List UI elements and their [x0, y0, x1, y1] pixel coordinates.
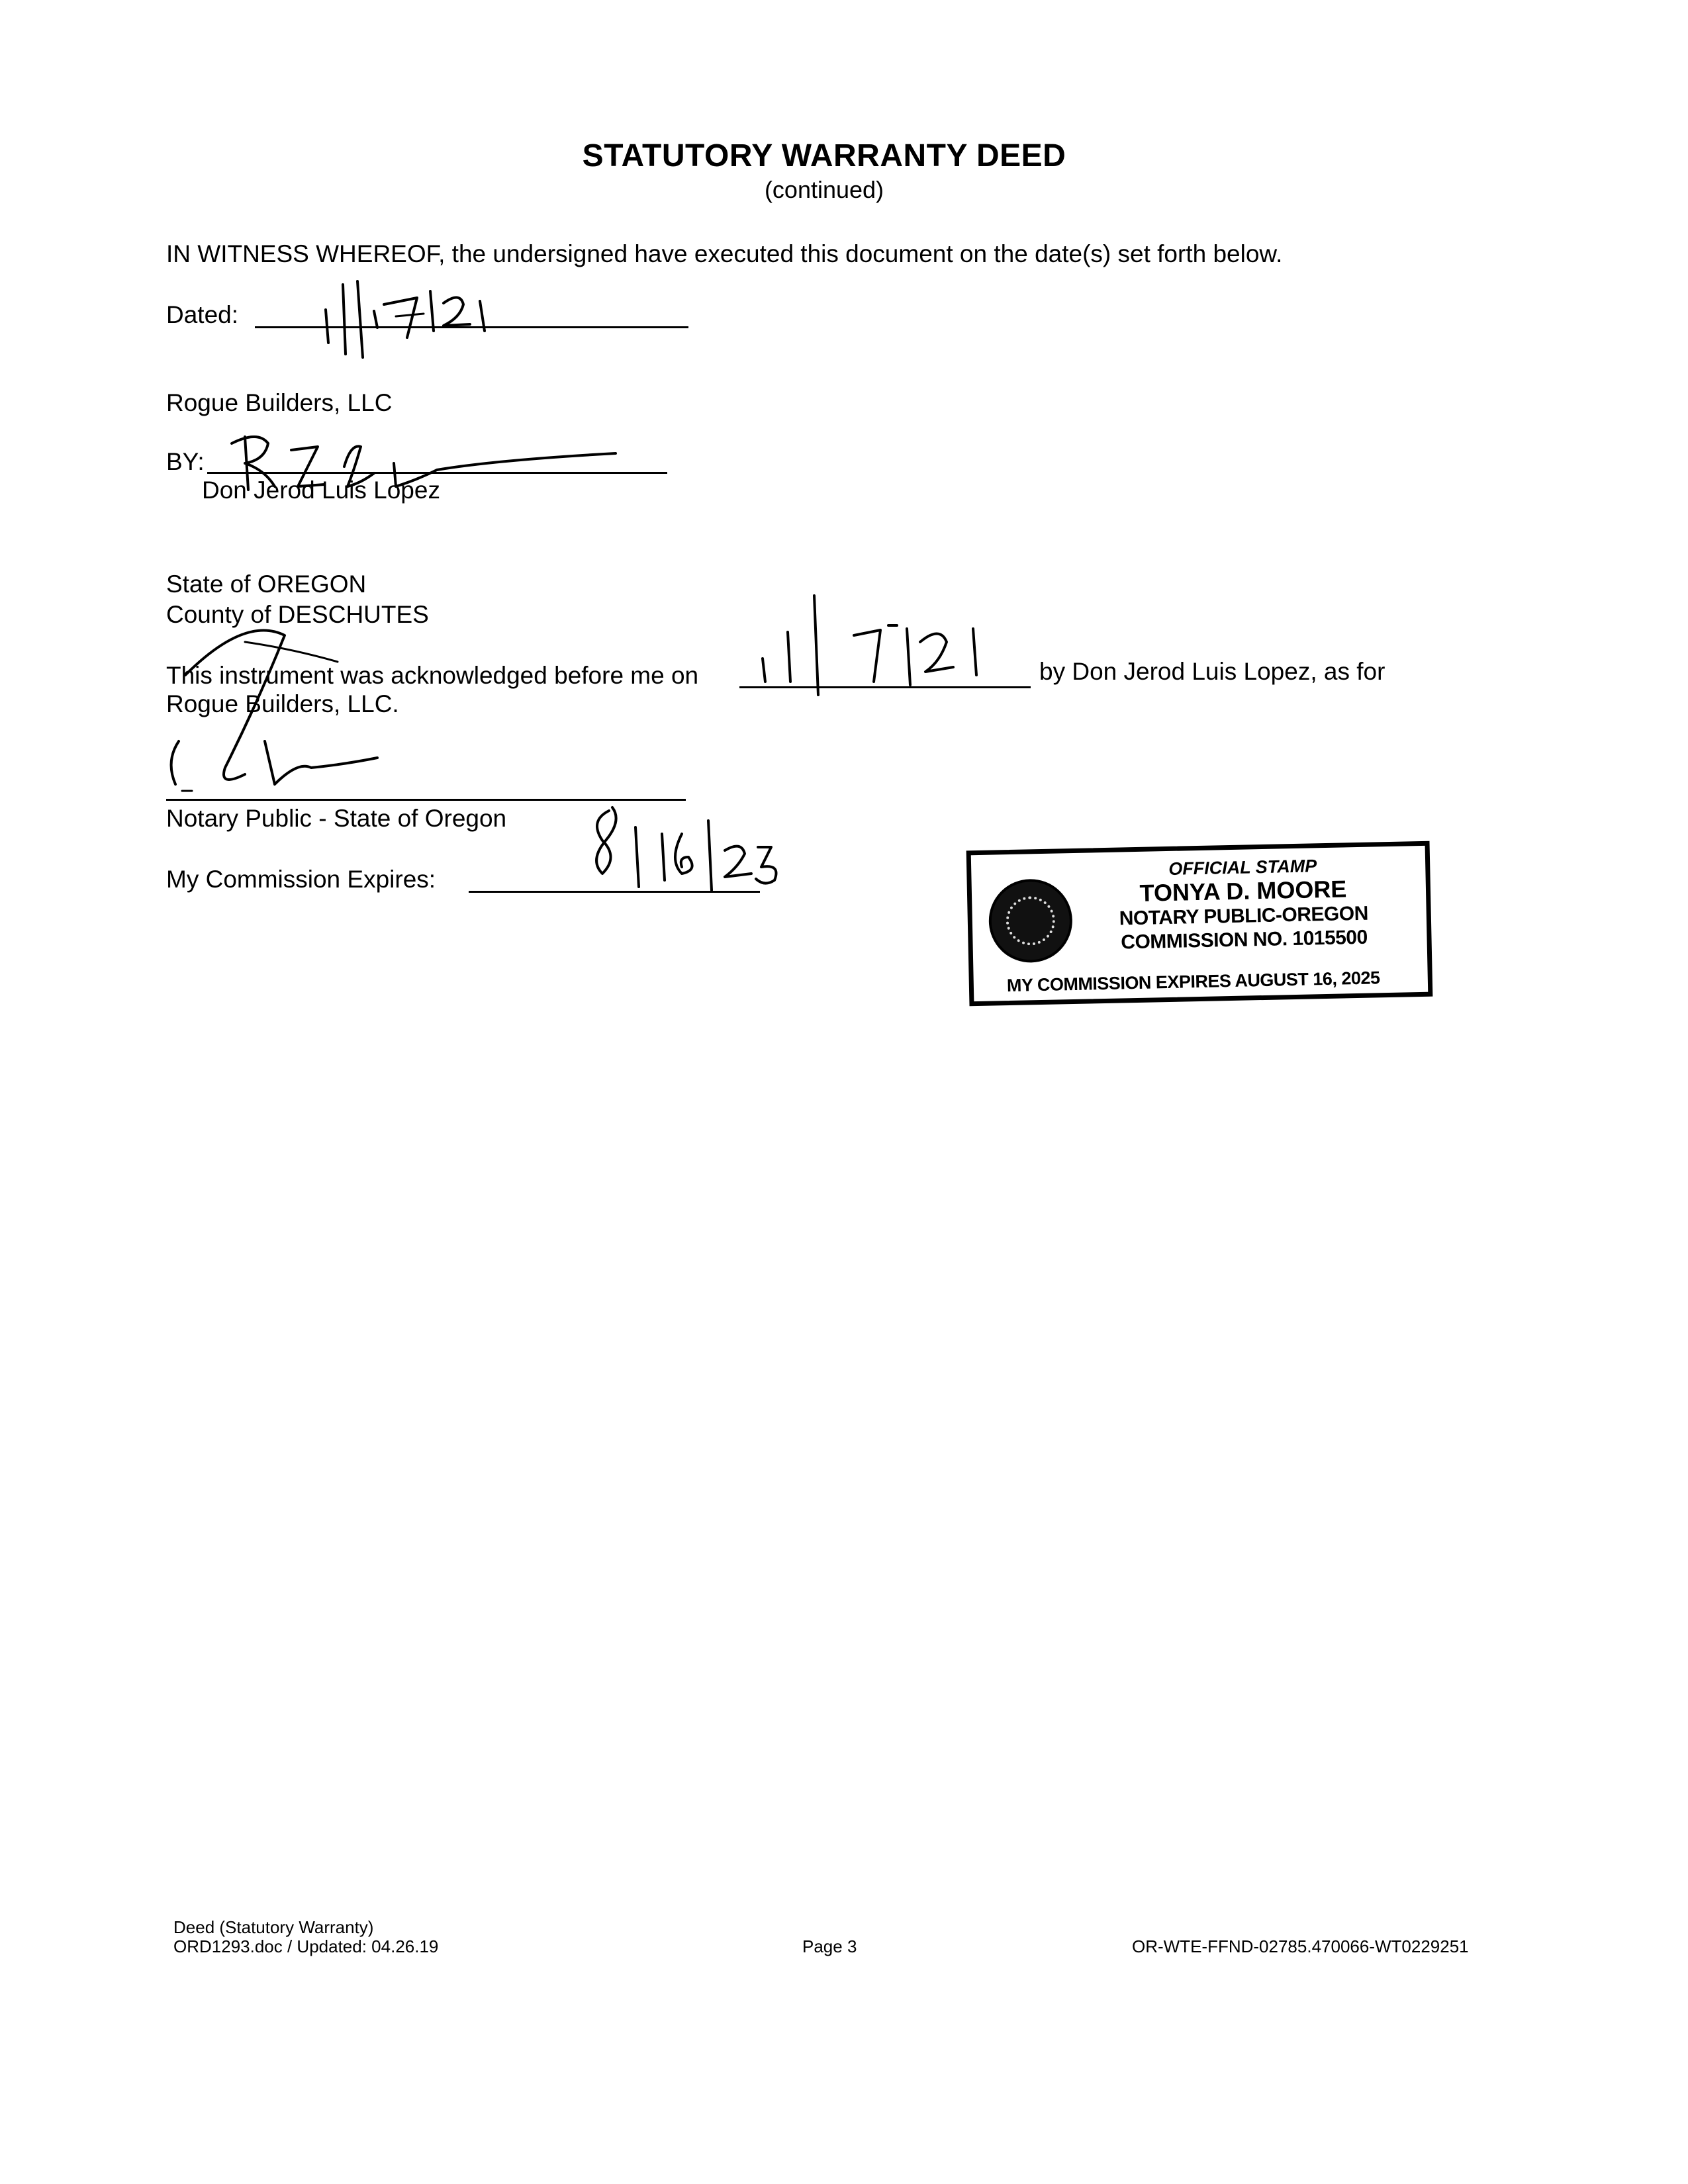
document-subtitle: (continued)	[764, 176, 884, 203]
dated-label: Dated:	[166, 301, 239, 328]
stamp-notary-title: NOTARY PUBLIC-OREGON	[1119, 902, 1369, 930]
footer-file-number: OR-WTE-FFND-02785.470066-WT0229251	[1132, 1936, 1469, 1956]
stamp-heading: OFFICIAL STAMP	[1168, 856, 1317, 879]
signer-name: Don Jerod Luis Lopez	[202, 477, 440, 504]
acknowledgment-entity: Rogue Builders, LLC.	[166, 690, 399, 717]
stamp-notary-name: TONYA D. MOORE	[1139, 875, 1347, 907]
by-label: BY:	[166, 448, 205, 475]
witness-statement: IN WITNESS WHEREOF, the undersigned have executed this document on the date(s) set forth below.	[166, 240, 1283, 267]
handwritten-acknowledgment-date	[748, 589, 1026, 695]
footer-doc-ref: ORD1293.doc / Updated: 04.26.19	[173, 1936, 439, 1956]
acknowledgment-suffix: by Don Jerod Luis Lopez, as for	[1039, 658, 1385, 685]
notary-state: State of OREGON	[166, 570, 367, 598]
grantor-company: Rogue Builders, LLC	[166, 389, 393, 416]
footer-page-number: Page 3	[802, 1936, 857, 1956]
commission-label: My Commission Expires:	[166, 866, 436, 893]
document-title: STATUTORY WARRANTY DEED	[582, 138, 1066, 173]
footer-doc-type: Deed (Statutory Warranty)	[173, 1917, 374, 1937]
handwritten-dated-value	[311, 265, 530, 371]
notary-title: Notary Public - State of Oregon	[166, 805, 507, 832]
official-notary-stamp	[966, 841, 1433, 1007]
handwritten-commission-expires	[583, 794, 808, 907]
stamp-expires: MY COMMISSION EXPIRES AUGUST 16, 2025	[1006, 968, 1380, 996]
acknowledgment-prefix: This instrument was acknowledged before me on	[166, 662, 699, 689]
notary-county: County of DESCHUTES	[166, 601, 429, 628]
notary-signature	[159, 609, 503, 821]
stamp-commission-no: COMMISSION NO. 1015500	[1120, 926, 1368, 954]
